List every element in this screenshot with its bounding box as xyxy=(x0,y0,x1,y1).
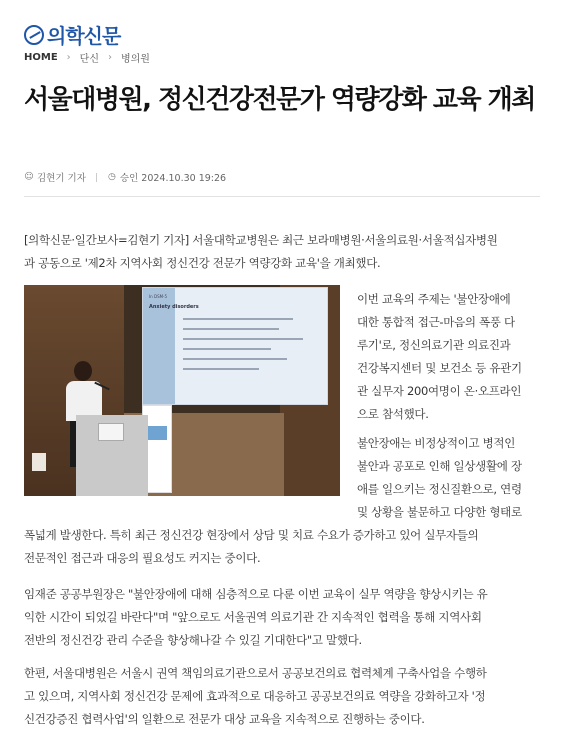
breadcrumb-category[interactable]: 병의원 xyxy=(120,54,150,65)
breadcrumb-section[interactable]: 단신 xyxy=(79,54,99,65)
screen-text-line xyxy=(183,358,287,360)
paragraph-4-line-3: 전반의 정신건강 관리 수준을 향상해나갈 수 있길 기대한다"고 말했다. xyxy=(24,633,362,647)
header-divider xyxy=(24,196,540,197)
screen-text-line xyxy=(183,368,259,370)
paragraph-3-line-1: 불안장애는 비정상적이고 병적인 xyxy=(357,436,516,450)
speaker-head xyxy=(74,361,92,381)
paragraph-4-line-2: 익한 시간이 되었길 바란다"며 "앞으로도 서울권역 의료기관 간 지속적인 협력을 통해 지역사회 xyxy=(24,610,482,624)
paragraph-5-line-1: 한편, 서울대병원은 서울시 권역 책임의료기관으로서 공공보건의료 협력체계 구축사업을 수행하 xyxy=(24,666,487,680)
clock-icon: ◷ xyxy=(107,172,116,182)
paragraph-3-line-5: 폭넓게 발생한다. 특히 최근 정신건강 현장에서 상담 및 치료 수요가 증가하고 있어 실무자들의 xyxy=(24,528,479,542)
article-meta xyxy=(24,170,226,184)
podium-sign xyxy=(98,423,124,441)
author-name[interactable]: 김현기 기자 xyxy=(37,173,86,184)
paragraph-1-line-1: [의학신문·일간보사=김현기 기자] 서울대학교병원은 최근 보라매병원·서울의료원·서울적십자병원 xyxy=(24,233,498,247)
paragraph-2-line-4: 건강복지센터 및 보건소 등 유관기 xyxy=(357,361,522,375)
person-icon: ☺ xyxy=(24,172,34,182)
breadcrumb-home[interactable]: HOME xyxy=(24,52,58,63)
paragraph-3-line-3: 애를 일으키는 정신질환으로, 연령 xyxy=(357,482,522,496)
paragraph-5-line-3: 신건강증진 협력사업'의 일환으로 전문가 대상 교육을 지속적으로 진행하는 중이다. xyxy=(24,712,425,726)
logo-text: 의학신문 xyxy=(47,24,121,48)
paragraph-2-line-2: 대한 통합적 접근-마음의 폭풍 다 xyxy=(357,315,515,329)
paragraph-1-line-2: 과 공동으로 '제2차 지역사회 정신건강 전문가 역량강화 교육'을 개최했다. xyxy=(24,256,381,270)
paragraph-3-line-2: 불안과 공포로 인해 일상생활에 장 xyxy=(357,459,522,473)
paragraph-3-line-6: 전문적인 접근과 대응의 필요성도 커지는 중이다. xyxy=(24,551,261,565)
podium xyxy=(76,415,148,496)
screen-heading: Anxiety disorders xyxy=(149,304,199,310)
screen-text-line xyxy=(183,318,293,320)
paragraph-2-line-5: 관 실무자 200여명이 온·오프라인 xyxy=(357,384,522,398)
approved-date: 승인 2024.10.30 19:26 xyxy=(119,173,227,184)
paragraph-4-line-1: 임재준 공공부원장은 "불안장애에 대해 심층적으로 다룬 이번 교육이 실무 역량을 향상시키는 유 xyxy=(24,587,488,601)
article-photo[interactable] xyxy=(24,285,340,496)
chevron-right-icon: › xyxy=(107,52,112,63)
paragraph-5-line-2: 고 있으며, 지역사회 정신건강 문제에 효과적으로 대응하고 공공보건의료 역량을 강화하고자 '정 xyxy=(24,689,486,703)
chevron-right-icon: › xyxy=(66,52,71,63)
wall-socket xyxy=(32,453,46,471)
breadcrumb xyxy=(24,50,150,65)
article-title: 서울대병원, 정신건강전문가 역량강화 교육 개최 xyxy=(24,85,535,115)
paragraph-3-line-4: 및 상황을 불문하고 다양한 형태로 xyxy=(357,505,522,519)
paragraph-2-line-1: 이번 교육의 주제는 '불안장애에 xyxy=(357,292,511,306)
projector-screen xyxy=(142,287,328,405)
screen-text-line xyxy=(183,348,271,350)
screen-header: In DSM-5 xyxy=(149,294,168,299)
paragraph-2-line-6: 으로 참석했다. xyxy=(357,407,429,421)
meta-divider xyxy=(96,173,97,182)
banner-graphic xyxy=(147,426,167,440)
globe-icon xyxy=(24,25,44,45)
site-logo[interactable] xyxy=(24,20,120,49)
screen-text-line xyxy=(183,338,303,340)
paragraph-2-line-3: 루기'로, 정신의료기관 의료진과 xyxy=(357,338,511,352)
screen-text-line xyxy=(183,328,279,330)
